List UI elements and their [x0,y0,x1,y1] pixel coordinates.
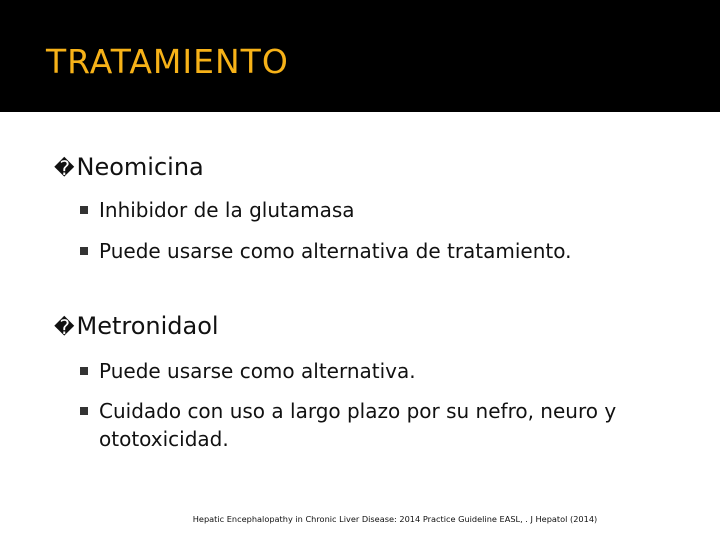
square-bullet-icon [80,247,88,255]
square-bullet-icon [80,206,88,214]
slide-title: TRATAMIENTO [46,42,289,81]
bullet-text: Inhibidor de la glutamasa [99,198,355,222]
section-heading-label: Metronidaol [76,312,219,340]
title-bar [0,0,720,112]
citation-footer: Hepatic Encephalopathy in Chronic Liver Disease: 2014 Practice Guideline EASL, . J Hepatol (2014) [192,514,598,524]
section-heading-metronidaol [54,311,219,342]
bullet-item [80,357,680,385]
bullet-marker-icon: � [54,156,75,180]
bullet-text: Cuidado con uso a largo plazo por su nefro, neuro y ototoxicidad. [99,399,617,451]
bullet-item [80,397,680,453]
bullet-text: Puede usarse como alternativa de tratamiento. [99,239,572,263]
section-heading-neomicina [54,152,204,183]
square-bullet-icon [80,407,88,415]
section-heading-label: Neomicina [76,153,204,181]
bullet-marker-icon: � [54,315,75,339]
square-bullet-icon [80,367,88,375]
bullet-item [80,237,680,265]
bullet-text: Puede usarse como alternativa. [99,359,416,383]
bullet-item [80,196,680,224]
